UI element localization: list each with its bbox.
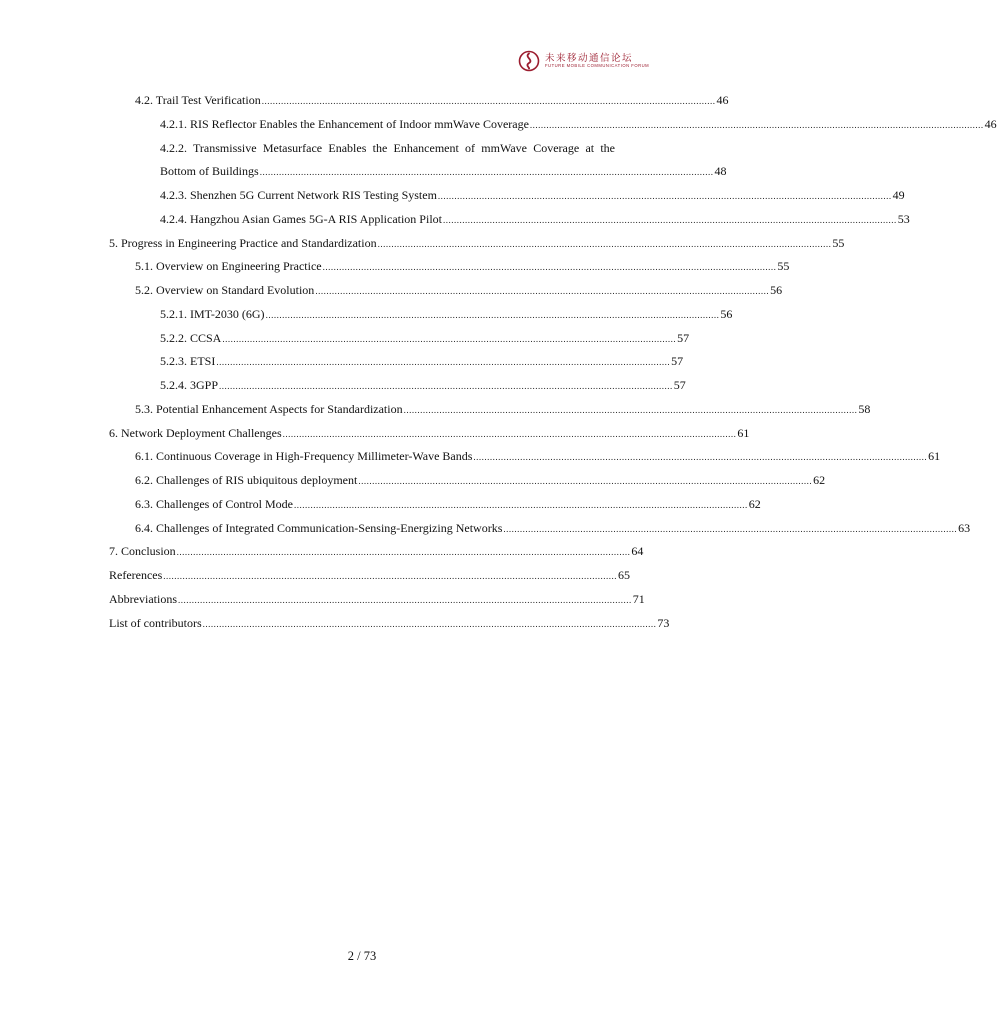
toc-leader-dots: ..................................................................................................................................................................... (442, 215, 897, 225)
toc-entry[interactable] (109, 568, 631, 584)
toc-entry[interactable] (135, 259, 790, 275)
toc-leader-dots: ..................................................................................................................................................................... (358, 476, 813, 486)
toc-entry-title: 5.2.4. 3GPP (160, 378, 219, 392)
toc-entry-page: 53 (897, 212, 910, 226)
toc-leader-dots: ..................................................................................................................................................................... (163, 571, 618, 581)
toc-entry[interactable] (135, 402, 871, 418)
page-number: 2 / 73 (347, 949, 377, 963)
toc-entry-page: 58 (858, 402, 871, 416)
toc-leader-dots: ..................................................................................................................................................................... (261, 96, 716, 106)
toc-entry-page: 73 (657, 616, 670, 630)
toc-entry[interactable] (160, 188, 905, 204)
toc-entry-title: Bottom of Buildings (160, 164, 259, 178)
toc-leader-dots: ..................................................................................................................................................................... (293, 500, 748, 510)
toc-entry-title: 4.2. Trail Test Verification (135, 93, 261, 107)
toc-entry-title: 4.2.3. Shenzhen 5G Current Network RIS Testing System (160, 188, 437, 202)
toc-entry-page: 65 (618, 568, 631, 582)
toc-leader-dots: ..................................................................................................................................................................... (322, 262, 777, 272)
toc-entry-page: 71 (632, 592, 645, 606)
toc-entry-title: 6.1. Continuous Coverage in High-Frequency Millimeter-Wave Bands (135, 449, 473, 463)
toc-entry[interactable] (135, 449, 941, 465)
toc-entry-page: 61 (737, 426, 750, 440)
toc-leader-dots: ..................................................................................................................................................................... (176, 547, 631, 557)
toc-entry[interactable] (135, 473, 826, 489)
toc-leader-dots: ..................................................................................................................................................................... (265, 310, 720, 320)
toc-entry[interactable] (109, 426, 750, 442)
toc-leader-dots: ..................................................................................................................................................................... (377, 239, 832, 249)
toc-entry-page: 64 (631, 544, 644, 558)
toc-entry[interactable] (160, 212, 910, 228)
toc-leader-dots: ..................................................................................................................................................................... (437, 191, 892, 201)
toc-entry[interactable] (135, 521, 971, 537)
toc-entry-title: 6. Network Deployment Challenges (109, 426, 282, 440)
toc-entry-page: 57 (677, 331, 690, 345)
toc-entry[interactable] (160, 378, 686, 394)
toc-entry-title: 4.2.4. Hangzhou Asian Games 5G-A RIS Application Pilot (160, 212, 442, 226)
toc-entry-title: 4.2.2. Transmissive Metasurface Enables the Enhancement of mmWave Coverage at the (160, 141, 615, 155)
toc-entry[interactable] (160, 331, 690, 347)
toc-leader-dots: ..................................................................................................................................................................... (403, 405, 858, 415)
toc-entry-page: 56 (770, 283, 783, 297)
toc-entry-title: 5. Progress in Engineering Practice and Standardization (109, 236, 377, 250)
toc-leader-dots: ..................................................................................................................................................................... (473, 452, 928, 462)
toc-entry-title: List of contributors (109, 616, 202, 630)
toc-entry[interactable] (160, 354, 684, 370)
toc-entry-page: 57 (673, 378, 686, 392)
toc-leader-dots: ..................................................................................................................................................................... (315, 286, 770, 296)
toc-entry-title: 5.2.3. ETSI (160, 354, 216, 368)
toc-leader-dots: ..................................................................................................................................................................... (202, 619, 657, 629)
toc-entry-title: Abbreviations (109, 592, 177, 606)
toc-entry-title: 5.1. Overview on Engineering Practice (135, 259, 322, 273)
toc-entry-page: 61 (928, 449, 941, 463)
toc-leader-dots: ..................................................................................................................................................................... (282, 429, 737, 439)
toc-entry[interactable] (109, 592, 645, 608)
toc-entry-page: 46 (984, 117, 997, 131)
logo-english-name: FUTURE MOBILE COMMUNICATION FORUM (545, 63, 650, 68)
toc-entry[interactable] (135, 93, 729, 109)
toc-entry-page: 46 (716, 93, 729, 107)
toc-entry-page: 62 (748, 497, 761, 511)
toc-entry-title: 5.3. Potential Enhancement Aspects for Standardization (135, 402, 403, 416)
toc-entry-title: 6.2. Challenges of RIS ubiquitous deployment (135, 473, 358, 487)
toc-entry-title: 7. Conclusion (109, 544, 176, 558)
toc-entry-page: 62 (813, 473, 826, 487)
toc-leader-dots: ..................................................................................................................................................................... (503, 524, 958, 534)
toc-entry-title: 4.2.1. RIS Reflector Enables the Enhancement of Indoor mmWave Coverage (160, 117, 529, 131)
toc-entry-title: 5.2. Overview on Standard Evolution (135, 283, 315, 297)
toc-entry[interactable] (160, 307, 733, 323)
toc-entry-title: 5.2.1. IMT-2030 (6G) (160, 307, 265, 321)
toc-leader-dots: ..................................................................................................................................................................... (219, 381, 673, 391)
toc-entry[interactable] (160, 141, 615, 156)
forum-logo-icon (518, 50, 540, 72)
toc-entry[interactable] (160, 117, 997, 133)
toc-entry-page: 63 (958, 521, 971, 535)
toc-entry-page: 57 (671, 354, 684, 368)
toc-leader-dots: ..................................................................................................................................................................... (216, 357, 671, 367)
toc-leader-dots: ..................................................................................................................................................................... (222, 334, 677, 344)
toc-entry[interactable] (160, 164, 727, 180)
toc-entry-title: 6.3. Challenges of Control Mode (135, 497, 293, 511)
toc-leader-dots: ..................................................................................................................................................................... (178, 595, 632, 605)
toc-entry[interactable] (135, 283, 783, 299)
toc-leader-dots: ..................................................................................................................................................................... (529, 120, 984, 130)
toc-entry[interactable] (109, 544, 644, 560)
forum-logo (518, 48, 650, 74)
toc-entry[interactable] (109, 616, 670, 632)
toc-entry-page: 49 (892, 188, 905, 202)
toc-entry-page: 55 (777, 259, 790, 273)
toc-entry-title: References (109, 568, 163, 582)
toc-entry[interactable] (135, 497, 761, 513)
toc-leader-dots: ..................................................................................................................................................................... (259, 167, 714, 177)
toc-entry[interactable] (109, 236, 845, 252)
toc-entry-title: 5.2.2. CCSA (160, 331, 222, 345)
toc-entry-page: 56 (720, 307, 733, 321)
toc-entry-title: 6.4. Challenges of Integrated Communication-Sensing-Energizing Networks (135, 521, 503, 535)
toc-entry-page: 48 (714, 164, 727, 178)
toc-entry-page: 55 (832, 236, 845, 250)
logo-chinese-name: 未来移动通信论坛 (545, 53, 634, 64)
